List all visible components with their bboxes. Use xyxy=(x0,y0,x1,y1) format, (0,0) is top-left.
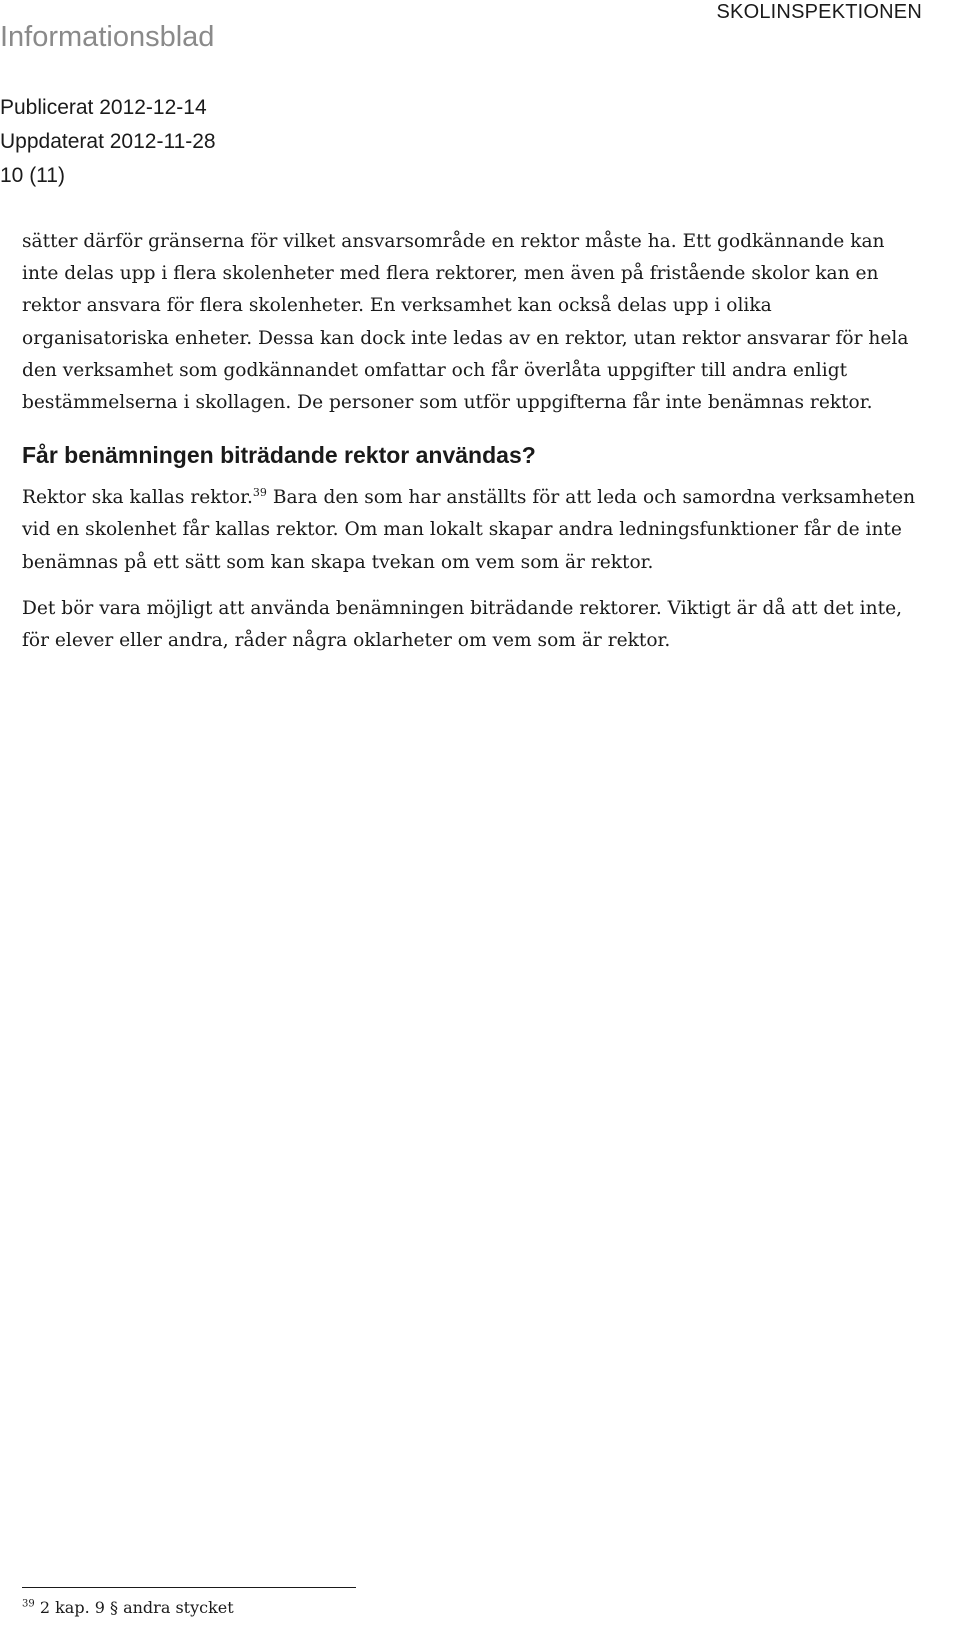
page-number: 10 (11) xyxy=(0,164,65,187)
agency-name: SKOLINSPEKTIONEN xyxy=(716,1,922,23)
paragraph-text: Bara den som har anställts för att leda och samordna verksamheten vid en skolenhet får kallas rektor. Om man lokalt skapar andra ledningsfunktioner får de inte benämnas på ett sätt som kan skapa tvekan om vem som är rektor. xyxy=(22,487,916,573)
footnote-number: 39 xyxy=(22,1598,35,1610)
document-meta xyxy=(0,91,216,193)
paragraph: Det bör vara möjligt att använda benämningen biträdande rektorer. Viktigt är då att det inte, för elever eller andra, råder några oklarheter om vem som är rektor. xyxy=(22,597,902,652)
section-heading: Får benämningen biträdande rektor användas? xyxy=(22,442,536,469)
published-date: Publicerat 2012-12-14 xyxy=(0,96,207,119)
footnote xyxy=(22,1597,234,1619)
footnote-reference[interactable]: 39 xyxy=(252,486,267,500)
updated-date: Uppdaterat 2012-11-28 xyxy=(0,130,216,153)
paragraph-text: Rektor ska kallas rektor. xyxy=(22,487,253,509)
footnote-divider xyxy=(22,1587,356,1588)
document-body xyxy=(22,226,922,657)
footnote-text: 2 kap. 9 § andra stycket xyxy=(34,1598,234,1617)
paragraph xyxy=(22,482,922,579)
document-title: Informationsblad xyxy=(0,21,215,53)
paragraph: sätter därför gränserna för vilket ansvarsområde en rektor måste ha. Ett godkännande kan inte delas upp i flera skolenheter med flera rektorer, men även på fristående skolor kan en rektor ansvara för flera skolenheter. En verksamhet kan också delas upp i olika organisatoriska enheter. Dessa kan dock inte ledas av en rektor, utan rektor ansvarar för hela den verksamhet som godkännandet omfattar och får överlåta uppgifter till andra enligt bestämmelserna i skollagen. De personer som utför uppgifterna får inte benämnas rektor. xyxy=(22,231,909,414)
